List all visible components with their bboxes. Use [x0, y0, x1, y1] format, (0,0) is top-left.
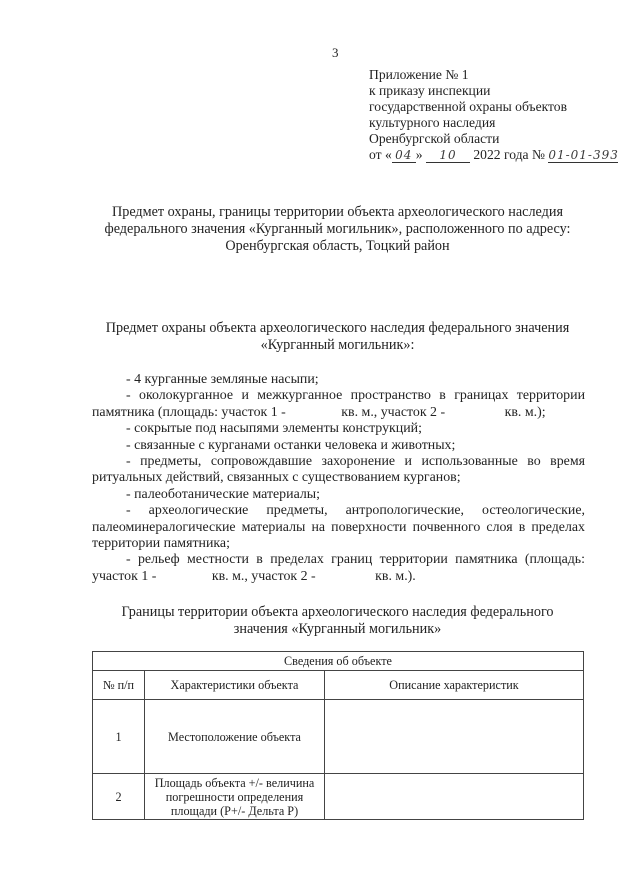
appendix-date-line — [369, 147, 618, 163]
list-item: - связанные с курганами останки человека и животных; — [126, 437, 456, 453]
appendix-line: культурного наследия — [369, 115, 496, 130]
date-prefix: от « — [369, 147, 392, 162]
object-info-table — [92, 651, 584, 820]
row-number: 2 — [93, 774, 145, 820]
list-item: - палеоботанические материалы; — [126, 486, 320, 502]
page-number: 3 — [332, 45, 339, 60]
row-number: 1 — [93, 700, 145, 774]
title-line: федерального значения «Курганный могильник», расположенного по адресу: — [104, 221, 571, 237]
title-line: Предмет охраны, границы территории объекта археологического наследия — [111, 204, 563, 220]
section-heading-protection — [60, 320, 615, 354]
list-item: - сокрытые под насыпями элементы конструкций; — [126, 421, 422, 437]
date-month: 10 — [426, 148, 470, 163]
appendix-line: к приказу инспекции — [369, 83, 491, 98]
list-item: - 4 курганные земляные насыпи; — [126, 372, 319, 387]
list-item: - рельеф местности в пределах границ территории памятника (площадь: участок 1 - кв. м., участок 2 - кв. м.). — [92, 552, 585, 584]
list-item: - околокурганное и межкурганное пространство в границах территории памятника (площадь: участок 1 - кв. м., участок 2 - кв. м.); — [92, 388, 585, 420]
protection-items-list — [92, 372, 585, 585]
row-characteristic: Местоположение объекта — [145, 700, 325, 774]
heading-line: «Курганный могильник»: — [260, 337, 415, 353]
table-row — [93, 774, 584, 820]
row-description — [325, 774, 584, 820]
row-description — [325, 700, 584, 774]
table-caption: Сведения об объекте — [93, 652, 584, 671]
list-item: - археологические предметы, антропологические, остеологические, палеоминералогические материалы на поверхности почвенного слоя в пределах территории памятника; — [92, 503, 585, 552]
section-heading-boundaries — [60, 604, 615, 638]
heading-line: Предмет охраны объекта археологического наследия федерального значения — [105, 320, 570, 336]
column-header-characteristic: Характеристики объекта — [145, 671, 325, 700]
date-year: 2022 года № — [473, 147, 545, 162]
order-number: 01-01-393 — [548, 148, 619, 162]
heading-line: значения «Курганный могильник» — [233, 621, 442, 637]
row-characteristic: Площадь объекта +/- величина погрешности определения площади (P+/- Дельта P) — [145, 774, 325, 820]
table-row — [93, 700, 584, 774]
heading-line: Границы территории объекта археологического наследия федерального — [121, 604, 554, 620]
column-header-number: № п/п — [93, 671, 145, 700]
document-title — [60, 204, 615, 255]
title-line: Оренбургская область, Тоцкий район — [225, 238, 450, 254]
date-mid: » — [415, 147, 423, 162]
appendix-line: Оренбургской области — [369, 131, 500, 146]
column-header-description: Описание характеристик — [325, 671, 584, 700]
appendix-line: государственной охраны объектов — [369, 99, 568, 114]
date-day: 04 — [392, 148, 416, 163]
list-item: - предметы, сопровождавшие захоронение и использованные во время ритуальных действий, связанных с существованием курганов; — [92, 454, 585, 486]
appendix-header — [369, 67, 618, 163]
appendix-line: Приложение № 1 — [369, 67, 469, 82]
